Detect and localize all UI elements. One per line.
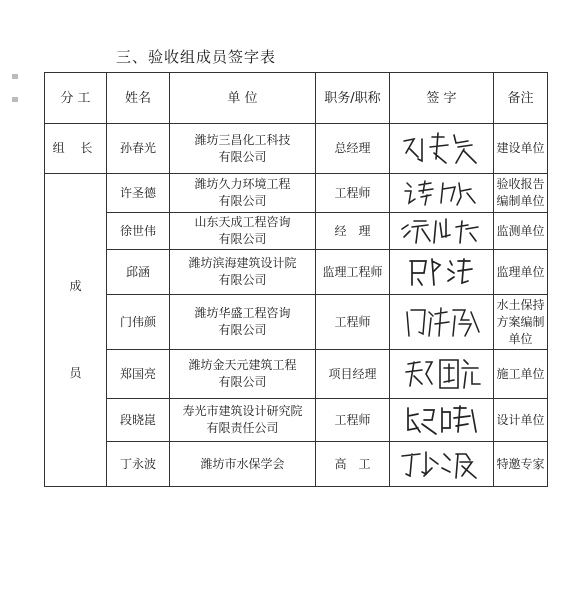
handwritten-signature xyxy=(396,215,488,247)
signature-cell xyxy=(390,295,494,350)
name-cell: 孙春光 xyxy=(107,124,170,174)
table-row xyxy=(45,124,548,174)
remark-line: 监理单位 xyxy=(496,264,545,279)
unit-line: 潍坊久力环境工程 xyxy=(194,177,291,191)
signature-cell xyxy=(390,250,494,295)
unit-line: 山东天成工程咨询 xyxy=(194,215,291,229)
handwritten-signature xyxy=(396,129,488,169)
remark-cell xyxy=(494,350,548,399)
table-row xyxy=(45,399,548,442)
punch-mark xyxy=(12,74,18,79)
remark-line: 特邀专家 xyxy=(496,456,545,471)
title-cell: 工程师 xyxy=(316,295,390,350)
unit-line: 有限公司 xyxy=(218,232,267,246)
remark-line: 施工单位 xyxy=(496,366,545,381)
table-row xyxy=(45,213,548,250)
column-header: 单 位 xyxy=(170,73,316,124)
title-cell: 监理工程师 xyxy=(316,250,390,295)
title-cell: 高 工 xyxy=(316,442,390,487)
signature-cell xyxy=(390,350,494,399)
remark-line: 建设单位 xyxy=(496,141,545,155)
unit-cell xyxy=(170,250,316,295)
unit-cell xyxy=(170,399,316,442)
unit-line: 潍坊滨海建筑设计院 xyxy=(188,256,297,270)
column-header: 分 工 xyxy=(45,73,107,124)
name-cell: 丁永波 xyxy=(107,442,170,487)
title-cell: 项目经理 xyxy=(316,350,390,399)
remark-line: 编制单位 xyxy=(496,194,545,208)
signature-cell xyxy=(390,213,494,250)
unit-line: 有限公司 xyxy=(218,273,267,287)
signature-cell xyxy=(390,442,494,487)
unit-cell xyxy=(170,350,316,399)
remark-cell xyxy=(494,124,548,174)
signature-cell xyxy=(390,124,494,174)
unit-line: 有限公司 xyxy=(218,149,267,164)
table-header-row xyxy=(45,73,548,124)
remark-line: 单位 xyxy=(508,331,533,346)
handwritten-signature xyxy=(400,354,484,394)
remark-line: 水土保持 xyxy=(496,297,545,312)
unit-cell xyxy=(170,124,316,174)
table-row xyxy=(45,295,548,350)
unit-line: 有限公司 xyxy=(218,375,267,389)
name-cell: 郑国亮 xyxy=(107,350,170,399)
name-cell: 门伟颜 xyxy=(107,295,170,350)
unit-line: 有限公司 xyxy=(218,323,267,337)
signature-cell xyxy=(390,174,494,213)
remark-line: 设计单位 xyxy=(496,412,545,427)
handwritten-signature xyxy=(399,302,485,342)
signature-cell xyxy=(390,399,494,442)
handwritten-signature xyxy=(402,253,482,291)
remark-cell xyxy=(494,399,548,442)
role-char: 成 xyxy=(69,279,82,293)
name-cell: 徐世伟 xyxy=(107,213,170,250)
unit-cell xyxy=(170,295,316,350)
handwritten-signature xyxy=(397,177,487,209)
remark-cell xyxy=(494,213,548,250)
column-header: 签 字 xyxy=(390,73,494,124)
name-cell: 许圣德 xyxy=(107,174,170,213)
table-row xyxy=(45,350,548,399)
unit-line: 潍坊市水保学会 xyxy=(200,456,285,471)
title-cell: 工程师 xyxy=(316,399,390,442)
page-title: 三、验收组成员签字表 xyxy=(116,48,277,66)
role-cell: 组 长 xyxy=(45,124,107,174)
column-header: 姓名 xyxy=(107,73,170,124)
name-cell: 段晓崑 xyxy=(107,399,170,442)
signature-table xyxy=(44,72,548,487)
title-cell: 总经理 xyxy=(316,124,390,174)
remark-line: 监测单位 xyxy=(496,223,545,238)
role-cell-members xyxy=(45,174,107,487)
unit-line: 潍坊金天元建筑工程 xyxy=(188,358,297,372)
remark-line: 方案编制 xyxy=(496,314,545,329)
unit-line: 有限责任公司 xyxy=(206,421,279,435)
remark-line: 验收报告 xyxy=(496,177,545,191)
remark-cell xyxy=(494,174,548,213)
handwritten-signature xyxy=(400,402,484,438)
unit-cell xyxy=(170,442,316,487)
column-header: 职务/职称 xyxy=(316,73,390,124)
unit-line: 潍坊华盛工程咨询 xyxy=(194,306,291,320)
role-char: 员 xyxy=(69,366,82,380)
remark-cell xyxy=(494,442,548,487)
remark-cell xyxy=(494,295,548,350)
unit-line: 寿光市建筑设计研究院 xyxy=(182,404,303,418)
name-cell: 邱涵 xyxy=(107,250,170,295)
punch-mark xyxy=(12,97,18,102)
unit-cell xyxy=(170,174,316,213)
unit-line: 有限公司 xyxy=(218,194,267,208)
unit-cell xyxy=(170,213,316,250)
table-row xyxy=(45,174,548,213)
table-row xyxy=(45,250,548,295)
table-row xyxy=(45,442,548,487)
unit-line: 潍坊三昌化工科技 xyxy=(194,132,291,147)
title-cell: 经 理 xyxy=(316,213,390,250)
handwritten-signature xyxy=(396,446,488,482)
remark-cell xyxy=(494,250,548,295)
title-cell: 工程师 xyxy=(316,174,390,213)
column-header: 备注 xyxy=(494,73,548,124)
